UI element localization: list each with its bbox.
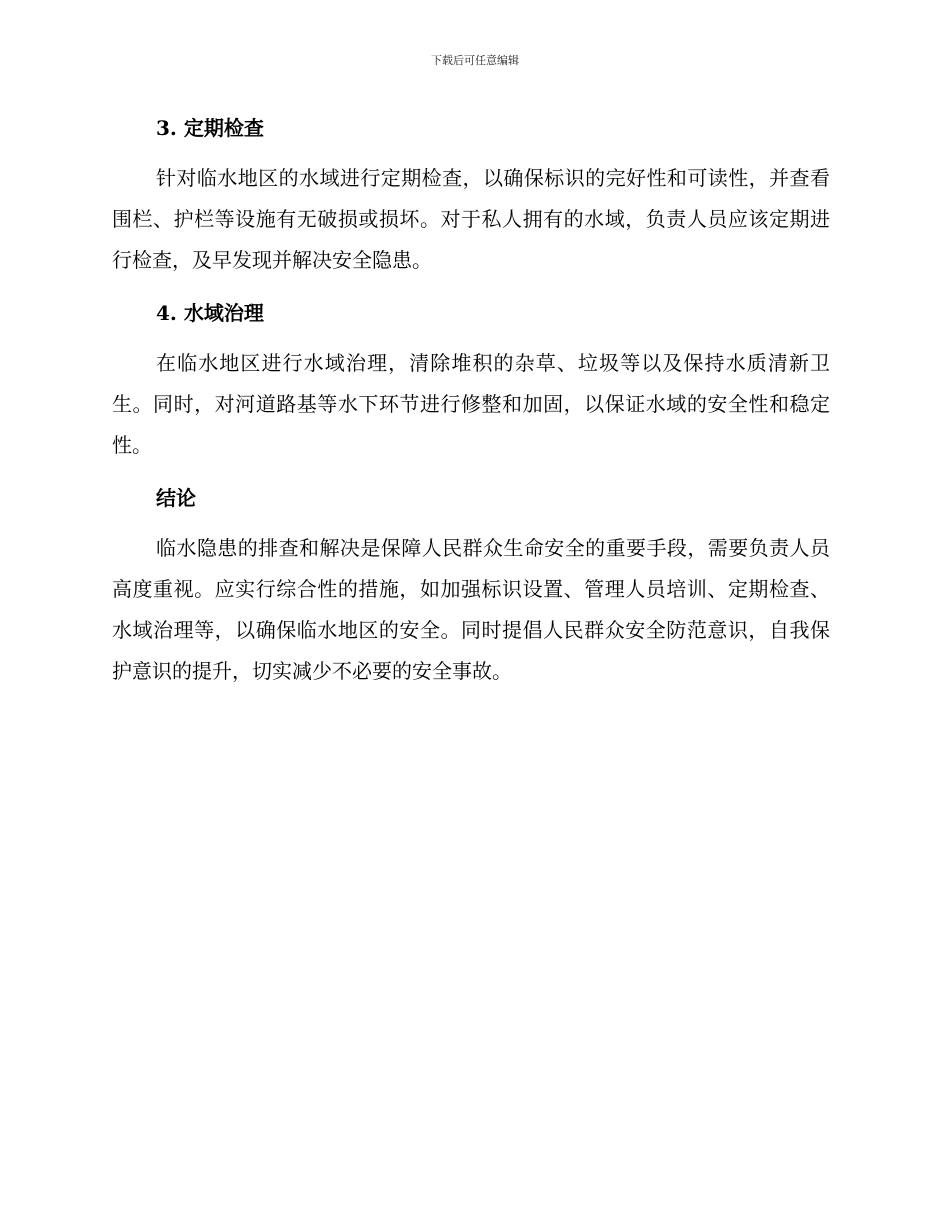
- section-paragraph-water-governance: 在临水地区进行水域治理，清除堆积的杂草、垃圾等以及保持水质清新卫生。同时，对河道路基等水下环节进行修整和加固，以保证水域的安全性和稳定性。: [112, 351, 830, 457]
- page-header-note: 下载后可任意编辑: [431, 54, 519, 67]
- section-paragraph-regular-inspection: 针对临水地区的水域进行定期检查，以确保标识的完好性和可读性，并查看围栏、护栏等设施有无破损或损坏。对于私人拥有的水域，负责人员应该定期进行检查，及早发现并解决安全隐患。: [112, 166, 830, 272]
- section-heading-conclusion: 结论: [156, 486, 196, 510]
- section-heading-water-governance: 4. 水域治理: [156, 301, 264, 325]
- document-body: [112, 110, 830, 692]
- section-paragraph-conclusion: 临水隐患的排查和解决是保障人民群众生命安全的重要手段，需要负责人员高度重视。应实行综合性的措施，如加强标识设置、管理人员培训、定期检查、水域治理等，以确保临水地区的安全。同时提倡人民群众安全防范意识，自我保护意识的提升，切实减少不必要的安全事故。: [112, 536, 830, 683]
- section-heading-regular-inspection: 3. 定期检查: [156, 116, 264, 140]
